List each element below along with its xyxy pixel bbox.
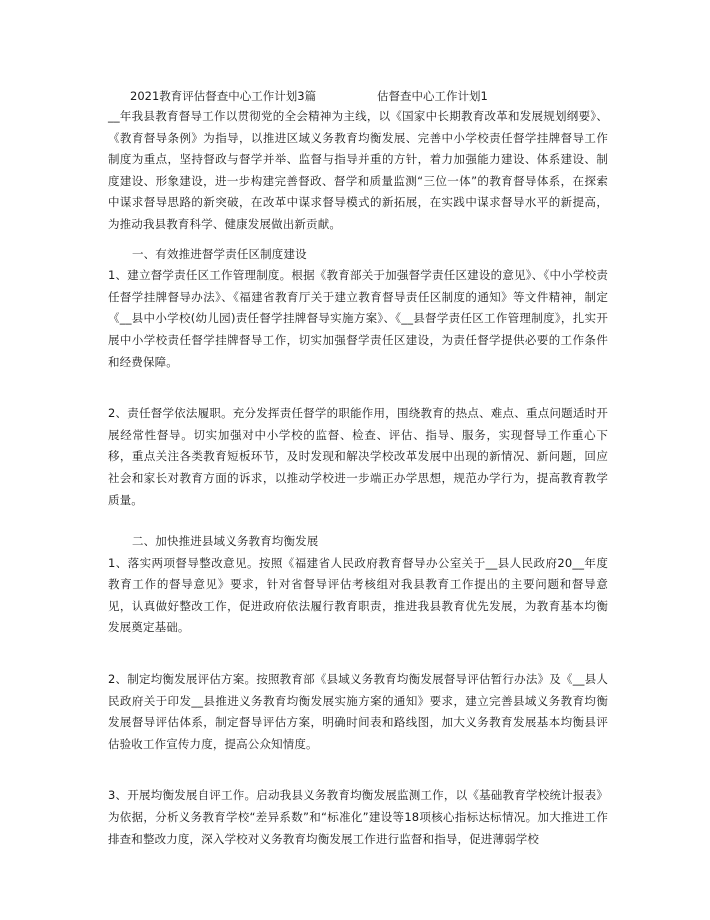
document-header [130,88,488,104]
section1-item1: 1、建立督学责任区工作管理制度。根据《教育部关于加强督学责任区建设的意见》、《中小学校责任督学挂牌督导办法》、《福建省教育厅关于建立教育督导责任区制度的通知》等文件精神，制定《__县中小学校(幼儿园)责任督学挂牌督导实施方案》、《__县督学责任区工作管理制度》，扎实开展中小学校责任督学挂牌督导工作，切实加强督学责任区建设，为责任督学提供必要的工作条件和经费保障。 [108,268,608,369]
section-heading-1: 一、有效推进督学责任区制度建设 [132,246,307,261]
spacer [108,373,608,403]
section2-item2: 2、制定均衡发展评估方案。按照教育部《县域义务教育均衡发展督导评估暂行办法》及《__县人民政府关于印发__县推进义务教育均衡发展实施方案的通知》要求，建立完善县域义务教育均衡发展督导评估体系，制定督导评估方案，明确时间表和路线图，加大义务教育发展基本均衡县评估验收工作宣传力度，提高公众知情度。 [108,672,608,751]
spacer [108,236,608,244]
spacer [108,639,608,669]
spacer [108,755,608,785]
section1-item2: 2、责任督学依法履职。充分发挥责任督学的职能作用，围绕教育的热点、难点、重点问题适时开展经常性督导。切实加强对中小学校的监督、检查、评估、指导、服务，实现督导工作重心下移，重点关注各类教育短板环节，及时发现和解决学校改革发展中出现的新情况、新问题，回应社会和家长对教育方面的诉求，以推动学校进一步端正办学思想，规范办学行为，提高教育教学质量。 [108,406,608,507]
intro-paragraph: __年我县教育督导工作以贯彻党的全会精神为主线，以《国家中长期教育改革和发展规划纲要》、《教育督导条例》为指导，以推进区域义务教育均衡发展、完善中小学校责任督学挂牌督导工作制度为重点，坚持督政与督学并举、监督与指导并重的方针，着力加强能力建设、体系建设、制度建设、形象建设，进一步构建完善督政、督学和质量监测“三位一体”的教育督导体系，在探索中谋求督导思路的新突破，在改革中谋求督导模式的新拓展，在实践中谋求督导水平的新提高，为推动我县教育科学、健康发展做出新贡献。 [108,109,608,231]
section-heading-2: 二、加快推进县域义务教育均衡发展 [132,534,319,549]
spacer [108,511,608,531]
section2-item3: 3、开展均衡发展自评工作。启动我县义务教育均衡发展监测工作，以《基础教育学校统计报表》为依据，分析义务教育学校“差异系数”和“标准化”建设等18项核心指标达标情况。加大推进工作排查和整改力度，深入学校对义务教育均衡发展工作进行监督和指导，促进薄弱学校 [108,788,608,846]
section2-item1: 1、落实两项督导整改意见。按照《福建省人民政府教育督导办公室关于__县人民政府20__年度教育工作的督导意见》要求，针对省督导评估考核组对我县教育工作提出的主要问题和督导意见，认真做好整改工作，促进政府依法履行教育职责，推进我县教育优先发展，为教育基本均衡发展奠定基础。 [108,555,608,635]
document-title: 2021教育评估督查中心工作计划3篇 [130,89,317,103]
document-subtitle: 估督查中心工作计划1 [377,89,488,103]
document-body [108,106,608,850]
